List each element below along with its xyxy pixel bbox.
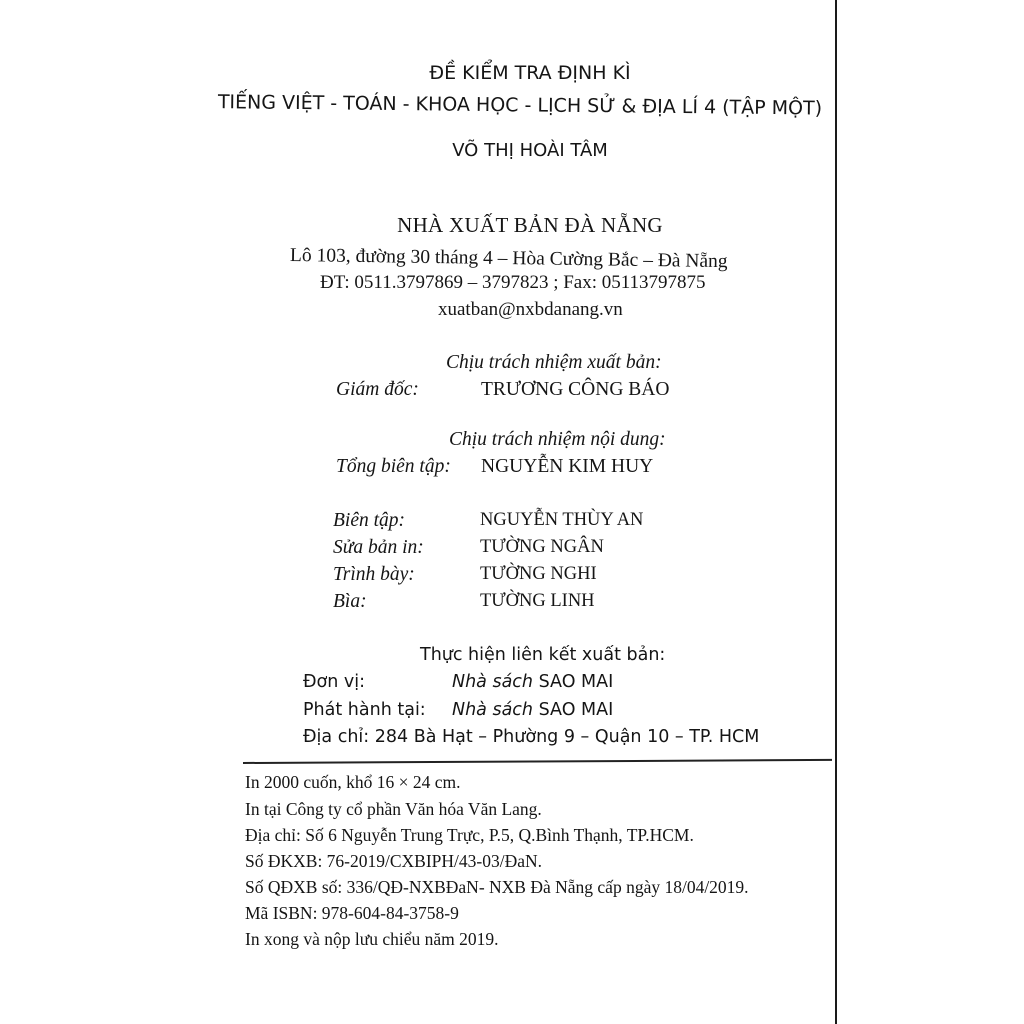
printing-line: In xong và nộp lưu chiểu năm 2019. [245, 929, 499, 949]
staff-name: TƯỜNG NGHI [480, 564, 597, 584]
book-author: VÕ THỊ HOÀI TÂM [452, 140, 608, 161]
printing-line: Số ĐKXB: 76-2019/CXBIPH/43-03/ĐaN. [245, 851, 543, 871]
page-edge-line [835, 0, 837, 1024]
staff-label: Biên tập: [333, 510, 406, 531]
publisher-email: xuatban@nxbdanang.vn [438, 299, 623, 320]
editor-in-chief-label: Tổng biên tập: [336, 456, 451, 477]
partner-heading: Thực hiện liên kết xuất bản: [420, 645, 666, 665]
director-label: Giám đốc: [336, 379, 419, 400]
staff-label: Bìa: [333, 591, 367, 612]
staff-label: Trình bày: [333, 564, 415, 585]
partner-unit-prefix: Nhà sách [452, 672, 534, 692]
printing-line: In tại Công ty cổ phần Văn hóa Văn Lang. [245, 799, 542, 819]
partner-unit [452, 672, 613, 692]
printing-line: Địa chỉ: Số 6 Nguyễn Trung Trực, P.5, Q.Bình Thạnh, TP.HCM. [245, 825, 694, 845]
partner-distributor-prefix: Nhà sách [452, 700, 534, 720]
content-responsibility-heading: Chịu trách nhiệm nội dung: [449, 429, 666, 450]
printing-line: Số QĐXB số: 336/QĐ-NXBĐaN- NXB Đà Nẵng cấp ngày 18/04/2019. [245, 877, 749, 897]
partner-distributor-name: SAO MAI [538, 700, 614, 720]
staff-name: TƯỜNG LINH [480, 591, 595, 611]
partner-unit-name: SAO MAI [538, 672, 614, 692]
publisher-phone: ĐT: 0511.3797869 – 3797823 ; Fax: 05113797875 [320, 272, 706, 293]
section-divider [243, 759, 832, 764]
editor-in-chief-name: NGUYỄN KIM HUY [481, 456, 654, 477]
printing-line: Mã ISBN: 978-604-84-3758-9 [245, 903, 459, 923]
publisher-address: Lô 103, đường 30 tháng 4 – Hòa Cường Bắc – Đà Nẵng [289, 245, 728, 273]
staff-label: Sửa bản in: [333, 537, 424, 558]
book-title-line1: ĐỀ KIỂM TRA ĐỊNH KÌ [429, 62, 631, 84]
staff-name: NGUYỄN THÙY AN [480, 510, 644, 530]
partner-distributor-label: Phát hành tại: [303, 700, 426, 720]
publisher-name: NHÀ XUẤT BẢN ĐÀ NẴNG [397, 213, 663, 237]
partner-unit-label: Đơn vị: [303, 672, 366, 692]
printing-line: In 2000 cuốn, khổ 16 × 24 cm. [245, 772, 461, 792]
publishing-responsibility-heading: Chịu trách nhiệm xuất bản: [446, 352, 662, 373]
staff-name: TƯỜNG NGÂN [480, 537, 604, 557]
partner-distributor [452, 700, 613, 720]
book-title-line2: TIẾNG VIỆT - TOÁN - KHOA HỌC - LỊCH SỬ & ĐỊA LÍ 4 (TẬP MỘT) [217, 91, 823, 120]
director-name: TRƯƠNG CÔNG BÁO [481, 379, 670, 400]
partner-address: Địa chỉ: 284 Bà Hạt – Phường 9 – Quận 10 – TP. HCM [303, 727, 760, 747]
